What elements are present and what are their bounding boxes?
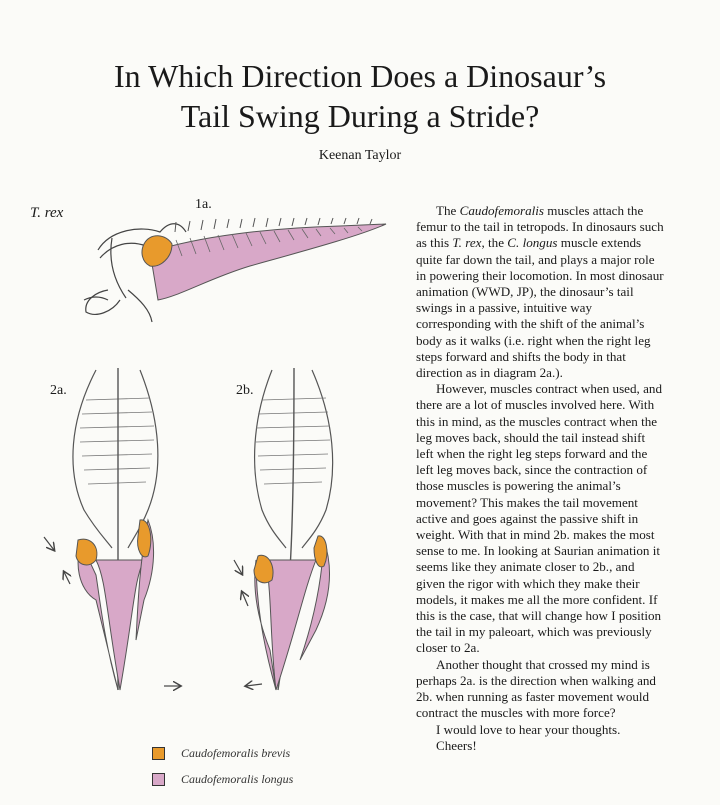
paragraph-2: However, muscles contract when used, and there are a lot of muscles involved here. With this in mind, as the muscles contract when the leg moves back, should the tail instead shift left when the right leg steps forward and the left leg moves back, since the contraction of those muscles is powering the animal’s movement? This makes the tail movement active and goes against the passive shift in weight. With that in mind 2b. makes the most sense to me. In looking at Saurian animation it seems like they animate closer to 2b., and given the rigor with which they make their models, it makes me all the more confident. If this is the case, that will change how I position the tail in my paleoart, which was previously closer to 2a. <box>416 381 662 656</box>
legend-swatch-longus <box>152 773 165 786</box>
legend-label-longus: Caudofemoralis longus <box>181 771 294 786</box>
figure-label-1a: 1a. <box>195 197 212 212</box>
motion-arrow <box>242 592 248 606</box>
skeleton-top-sketch <box>254 368 333 690</box>
author-name: Keenan Taylor <box>318 148 402 163</box>
legend-item-longus <box>152 768 293 790</box>
page-title <box>0 56 720 136</box>
figure-label-2a: 2a. <box>50 383 67 398</box>
figure-label-2b: 2b. <box>236 383 254 398</box>
paragraph-5: Cheers! <box>436 737 477 753</box>
tail-diagram-figure <box>0 190 400 710</box>
motion-arrow <box>44 537 54 550</box>
paragraph-1: The Caudofemoralis muscles attach the femur to the tail in tetropods. In dinosaurs such as this T. rex, the C. longus muscle extends quite far down the tail, and plays a major role in powering their locomotion. In most dinosaur animation (WWD, JP), the dinosaur’s tail swings in a passive, intuitive way corresponding with the shift of the animal’s body as it walks (i.e. right when the right leg steps forward and shifts the body in that direction as in diagram 2a.). <box>416 203 664 381</box>
legend-swatch-brevis <box>152 747 165 760</box>
longus-muscle-1a <box>150 224 386 300</box>
legend <box>152 742 293 794</box>
article-body <box>416 203 664 754</box>
motion-arrow <box>246 684 262 686</box>
legend-label-brevis: Caudofemoralis brevis <box>181 745 291 760</box>
motion-arrow <box>234 560 242 574</box>
species-label: T. rex <box>30 205 64 221</box>
title-line-1: In Which Direction Does a Dinosaur’s <box>113 58 607 94</box>
title-line-2: Tail Swing During a Stride? <box>180 98 540 134</box>
skeleton-top-sketch <box>73 368 158 690</box>
legend-item-brevis <box>152 742 293 764</box>
paragraph-3: Another thought that crossed my mind is perhaps 2a. is the direction when walking and 2b. when running as faster movement would contract the muscles with more force? <box>416 656 656 721</box>
motion-arrow <box>64 572 70 584</box>
paragraph-4: I would love to hear your thoughts. <box>436 721 621 737</box>
